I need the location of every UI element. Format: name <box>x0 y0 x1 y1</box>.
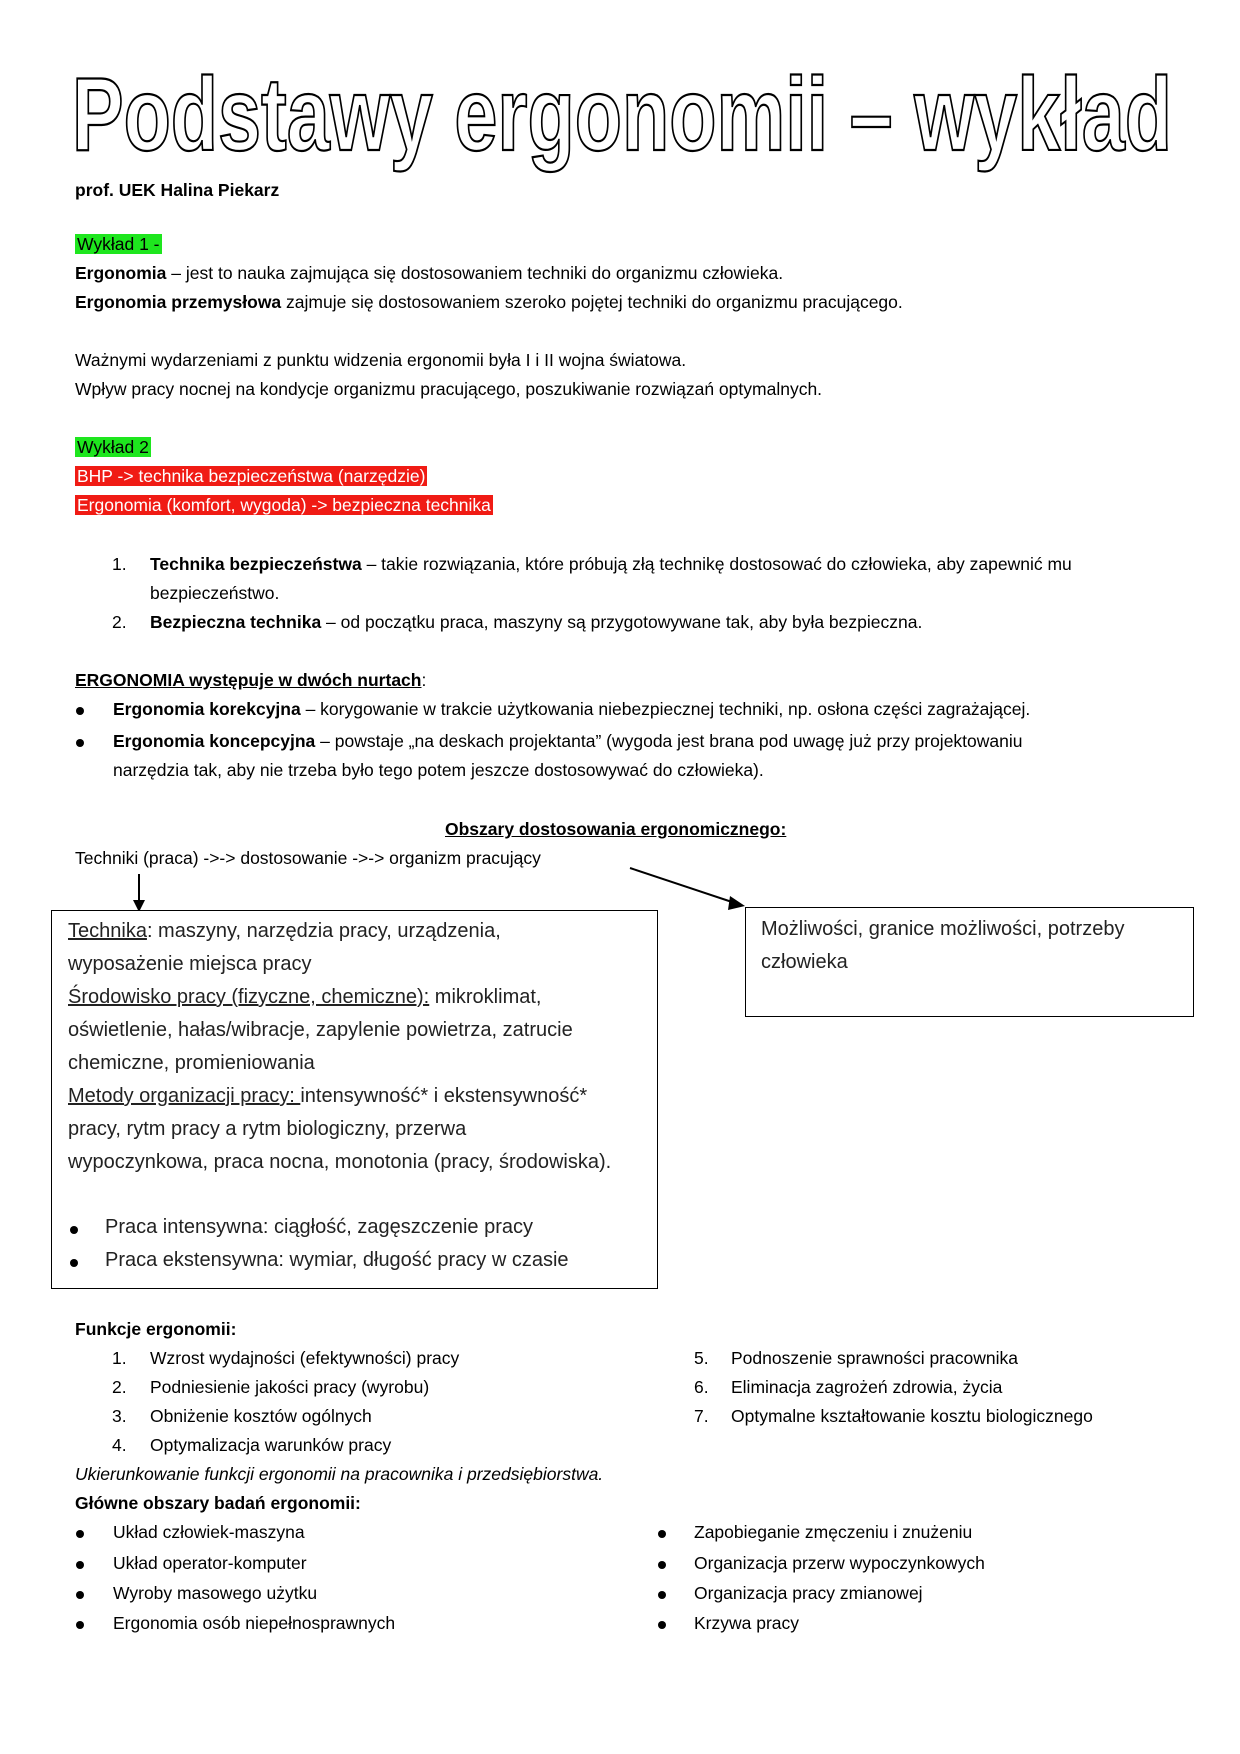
author: prof. UEK Halina Piekarz <box>75 180 280 200</box>
list-number: 4. <box>112 1435 127 1455</box>
list-number: 1. <box>112 554 127 574</box>
bullet-icon <box>658 1530 666 1538</box>
list-item: Organizacja pracy zmianowej <box>694 1583 923 1603</box>
lecture1-label: Wykład 1 - <box>77 234 160 254</box>
right-box-line: człowieka <box>761 951 848 973</box>
bullet-icon <box>658 1621 666 1629</box>
funkcje-note: Ukierunkowanie funkcji ergonomii na pracownika i przedsiębiorstwa. <box>75 1464 604 1484</box>
list-item: Krzywa pracy <box>694 1613 800 1633</box>
obszary-flow: Techniki (praca) ->-> dostosowanie ->-> organizm pracujący <box>75 848 541 868</box>
bullet-icon <box>76 1530 84 1538</box>
list-item: Optymalizacja warunków pracy <box>150 1435 392 1455</box>
box-line-metody: Metody organizacji pracy: intensywność* i ekstensywność* <box>68 1085 588 1107</box>
funkcje-heading: Funkcje ergonomii: <box>75 1319 237 1339</box>
list-item: Eliminacja zagrożeń zdrowia, życia <box>731 1377 1003 1397</box>
box-line: chemiczne, promieniowania <box>68 1052 315 1074</box>
lecture1-def2: Ergonomia przemysłowa zajmuje się dostosowaniem szeroko pojętej techniki do organizmu pracującego. <box>75 292 903 312</box>
list-item: Ergonomia osób niepełnosprawnych <box>113 1613 396 1633</box>
bullet-icon <box>658 1561 666 1569</box>
list-number: 1. <box>112 1348 127 1368</box>
lecture2-red1: BHP -> technika bezpieczeństwa (narzędzie) <box>77 466 426 486</box>
nurty-item-continuation: narzędzia tak, aby nie trzeba było tego potem jeszcze dostosowywać do człowieka). <box>113 760 764 780</box>
lecture2-label: Wykład 2 <box>77 437 149 457</box>
box-bullet-intensywna: Praca intensywna: ciągłość, zagęszczenie pracy <box>105 1216 533 1238</box>
nurty-heading: ERGONOMIA występuje w dwóch nurtach: <box>75 670 427 690</box>
page-title-text: Podstawy ergonomii – wykład <box>72 58 1172 173</box>
badania-heading: Główne obszary badań ergonomii: <box>75 1493 361 1513</box>
list-item: Technika bezpieczeństwa – takie rozwiązania, które próbują złą technikę dostosować do człowieka, aby zapewnić mu <box>150 554 1072 574</box>
box-bullet-ekstensywna: Praca ekstensywna: wymiar, długość pracy w czasie <box>105 1249 569 1271</box>
obszary-heading: Obszary dostosowania ergonomicznego: <box>445 819 787 839</box>
list-item: Wzrost wydajności (efektywności) pracy <box>150 1348 460 1368</box>
nurty-item-korekcyjna: Ergonomia korekcyjna – korygowanie w trakcie użytkowania niebezpiecznej techniki, np. osłona części zagrażającej. <box>113 699 1031 719</box>
lecture1-def1: Ergonomia – jest to nauka zajmująca się dostosowaniem techniki do organizmu człowieka. <box>75 263 784 283</box>
lecture1-para2: Wpływ pracy nocnej na kondycje organizmu pracującego, poszukiwanie rozwiązań optymalnych. <box>75 379 823 399</box>
box-line: oświetlenie, hałas/wibracje, zapylenie powietrza, zatrucie <box>68 1019 573 1041</box>
lecture1-para1: Ważnymi wydarzeniami z punktu widzenia ergonomii była I i II wojna światowa. <box>75 350 687 370</box>
list-item: Podnoszenie sprawności pracownika <box>731 1348 1018 1368</box>
list-number: 3. <box>112 1406 127 1426</box>
list-number: 7. <box>694 1406 709 1426</box>
list-number: 6. <box>694 1377 709 1397</box>
bullet-icon <box>70 1226 78 1234</box>
list-item: Podniesienie jakości pracy (wyrobu) <box>150 1377 430 1397</box>
nurty-item-koncepcyjna: Ergonomia koncepcyjna – powstaje „na deskach projektanta” (wygoda jest brana pod uwagę już przy projektowaniu <box>113 731 1023 751</box>
bullet-icon <box>70 1259 78 1267</box>
box-line: wyposażenie miejsca pracy <box>68 953 312 975</box>
bullet-icon <box>658 1591 666 1599</box>
list-item: Układ operator-komputer <box>113 1553 307 1573</box>
bullet-icon <box>76 1621 84 1629</box>
box-line: wypoczynkowa, praca nocna, monotonia (pracy, środowiska). <box>68 1151 612 1173</box>
list-item: Układ człowiek-maszyna <box>113 1522 305 1542</box>
box-line: pracy, rytm pracy a rytm biologiczny, przerwa <box>68 1118 467 1140</box>
list-item: Zapobieganie zmęczeniu i znużeniu <box>694 1522 973 1542</box>
list-number: 5. <box>694 1348 709 1368</box>
list-item: Wyroby masowego użytku <box>113 1583 318 1603</box>
list-item-continuation: bezpieczeństwo. <box>150 583 280 603</box>
bullet-icon <box>76 1561 84 1569</box>
list-number: 2. <box>112 612 127 632</box>
box-line-srodowisko: Środowisko pracy (fizyczne, chemiczne): mikroklimat, <box>68 986 542 1008</box>
list-item: Obniżenie kosztów ogólnych <box>150 1406 372 1426</box>
right-box-line: Możliwości, granice możliwości, potrzeby <box>761 918 1125 940</box>
lecture2-red2: Ergonomia (komfort, wygoda) -> bezpieczna technika <box>77 495 491 515</box>
bullet-icon <box>76 1591 84 1599</box>
list-item: Organizacja przerw wypoczynkowych <box>694 1553 985 1573</box>
list-number: 2. <box>112 1377 127 1397</box>
box-line-technika: Technika: maszyny, narzędzia pracy, urządzenia, <box>68 920 501 942</box>
list-item: Optymalne kształtowanie kosztu biologicznego <box>731 1406 1093 1426</box>
list-item: Bezpieczna technika – od początku praca, maszyny są przygotowywane tak, aby była bezpieczna. <box>150 612 923 632</box>
